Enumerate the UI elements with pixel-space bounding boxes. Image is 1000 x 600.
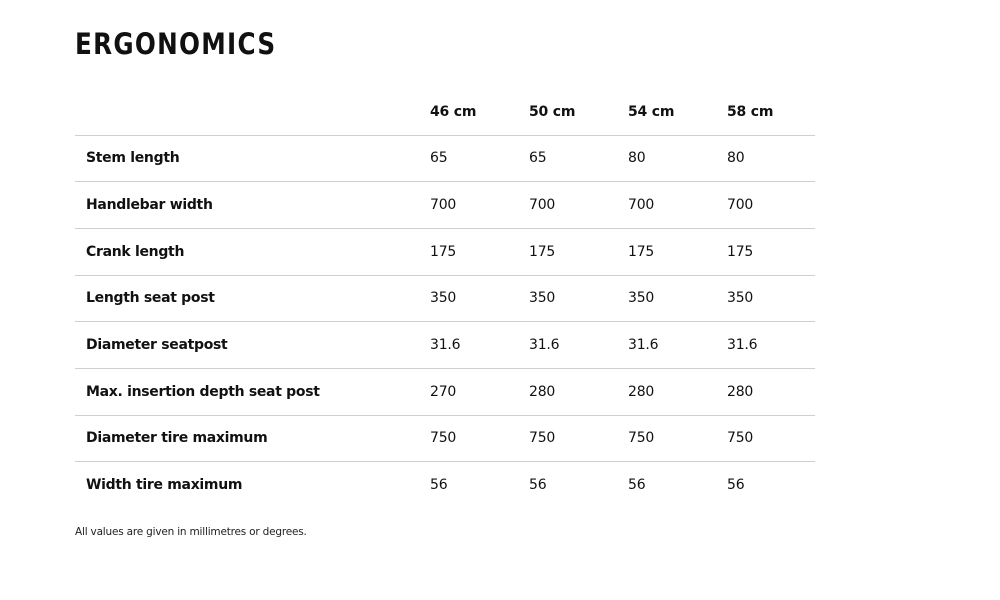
table-row	[75, 228, 815, 275]
row-label: Diameter tire maximum	[86, 430, 268, 447]
cell-value: 270	[430, 383, 457, 400]
cell-value: 175	[727, 243, 754, 260]
cell-value: 280	[529, 383, 556, 400]
row-label: Width tire maximum	[86, 477, 243, 494]
cell-value: 750	[628, 430, 655, 447]
row-label: Crank length	[86, 243, 185, 260]
cell-value: 31.6	[727, 337, 758, 354]
cell-value: 750	[529, 430, 556, 447]
cell-value: 350	[628, 290, 655, 307]
table-row	[75, 135, 815, 182]
row-label: Stem length	[86, 150, 180, 167]
cell-value: 31.6	[529, 337, 560, 354]
table-row	[75, 462, 815, 509]
cell-value: 56	[628, 477, 646, 494]
cell-value: 350	[430, 290, 457, 307]
row-label: Length seat post	[86, 290, 215, 307]
table-row	[75, 182, 815, 229]
cell-value: 56	[529, 477, 547, 494]
header-size-58: 58 cm	[727, 103, 774, 120]
cell-value: 350	[529, 290, 556, 307]
cell-value: 700	[628, 197, 655, 214]
header-size-54: 54 cm	[628, 103, 675, 120]
cell-value: 175	[430, 243, 457, 260]
cell-value: 56	[727, 477, 745, 494]
cell-value: 65	[529, 150, 547, 167]
cell-value: 80	[727, 150, 745, 167]
table-header-row	[75, 89, 815, 135]
cell-value: 700	[727, 197, 754, 214]
section-title: ERGONOMICS	[75, 27, 277, 61]
table-row	[75, 368, 815, 415]
cell-value: 31.6	[628, 337, 659, 354]
table-row	[75, 275, 815, 322]
row-label: Diameter seatpost	[86, 337, 228, 354]
header-size-46: 46 cm	[430, 103, 477, 120]
cell-value: 700	[529, 197, 556, 214]
cell-value: 31.6	[430, 337, 461, 354]
cell-value: 56	[430, 477, 448, 494]
row-label: Handlebar width	[86, 197, 213, 214]
footnote: All values are given in millimetres or degrees.	[75, 526, 307, 538]
cell-value: 175	[529, 243, 556, 260]
cell-value: 65	[430, 150, 448, 167]
ergonomics-table	[75, 89, 815, 509]
header-label-cell	[75, 89, 430, 135]
cell-value: 700	[430, 197, 457, 214]
cell-value: 750	[727, 430, 754, 447]
cell-value: 750	[430, 430, 457, 447]
cell-value: 280	[727, 383, 754, 400]
header-size-50: 50 cm	[529, 103, 576, 120]
cell-value: 80	[628, 150, 646, 167]
cell-value: 350	[727, 290, 754, 307]
row-label: Max. insertion depth seat post	[86, 383, 320, 400]
table-row	[75, 415, 815, 462]
cell-value: 175	[628, 243, 655, 260]
table-row	[75, 322, 815, 369]
cell-value: 280	[628, 383, 655, 400]
